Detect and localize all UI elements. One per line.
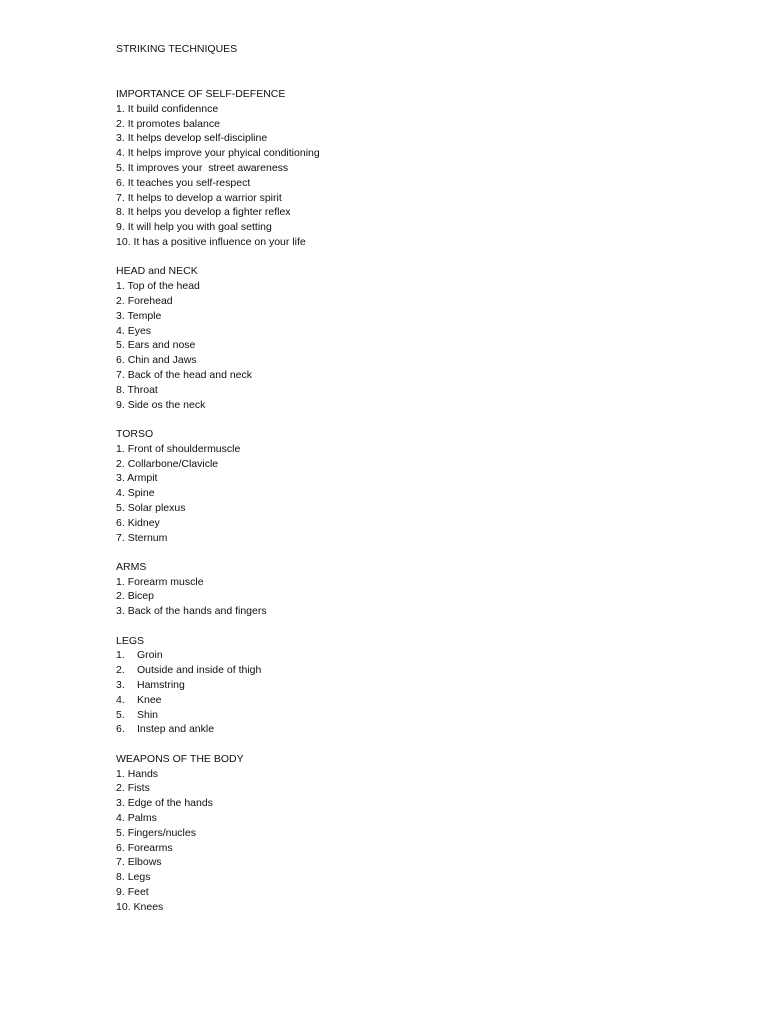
section-list — [116, 575, 736, 619]
list-item-text: Ears and nose — [127, 339, 196, 352]
list-item-number: 8. — [116, 871, 125, 884]
section — [116, 634, 736, 738]
list-item — [116, 205, 736, 220]
list-item-text: Knees — [133, 900, 164, 913]
list-item-text: Groin — [137, 649, 163, 662]
list-item-number: 2. — [116, 664, 125, 677]
list-item-number: 1. — [116, 767, 125, 780]
list-item-number: 1. — [116, 649, 125, 662]
list-item-number: 5. — [116, 708, 125, 721]
list-item — [116, 457, 736, 472]
section-list — [116, 648, 736, 737]
list-item-number: 3. — [116, 132, 125, 145]
list-item — [116, 693, 736, 708]
list-item-text: Palms — [127, 812, 157, 825]
list-item — [116, 486, 736, 501]
list-item-number: 10. — [116, 900, 131, 913]
list-item — [116, 708, 736, 723]
list-item-text: Hamstring — [137, 679, 185, 692]
list-item-text: It helps improve your phyical conditioning — [127, 147, 320, 160]
list-item-number: 9. — [116, 886, 125, 899]
list-item — [116, 146, 736, 161]
list-item-number: 3. — [116, 605, 125, 618]
list-item-number: 6. — [116, 354, 125, 367]
list-item-text: Feet — [127, 886, 149, 899]
list-item — [116, 102, 736, 117]
list-item-text: Forearms — [127, 841, 173, 854]
list-item — [116, 309, 736, 324]
list-item — [116, 235, 736, 250]
list-item — [116, 796, 736, 811]
list-item-text: Solar plexus — [127, 501, 186, 514]
list-item-text: Kidney — [127, 516, 160, 529]
list-item — [116, 471, 736, 486]
list-item-text: It has a positive influence on your life — [133, 235, 306, 248]
list-item-text: Knee — [137, 693, 162, 706]
list-item-text: It improves your street awareness — [127, 161, 289, 174]
list-item-number: 1. — [116, 442, 125, 455]
list-item-number: 5. — [116, 826, 125, 839]
list-item-number: 4. — [116, 147, 125, 160]
list-item-number: 3. — [116, 472, 125, 485]
list-item-number: 5. — [116, 339, 125, 352]
list-item-text: Temple — [127, 309, 162, 322]
list-item-number: 2. — [116, 590, 125, 603]
list-item-number: 7. — [116, 856, 125, 869]
section-list — [116, 279, 736, 412]
list-item-number: 6. — [116, 516, 125, 529]
list-item-text: Side os the neck — [127, 398, 206, 411]
list-item — [116, 900, 736, 915]
list-item — [116, 176, 736, 191]
list-item-text: It teaches you self-respect — [127, 176, 251, 189]
list-item-number: 4. — [116, 324, 125, 337]
list-item-text: Top of the head — [127, 280, 200, 293]
list-item-text: Throat — [127, 383, 158, 396]
list-item-text: Spine — [127, 487, 155, 500]
list-item — [116, 220, 736, 235]
list-item-number: 8. — [116, 206, 125, 219]
list-item-text: Hands — [127, 767, 159, 780]
list-item-text: Front of shouldermuscle — [127, 442, 241, 455]
list-item-text: It will help you with goal setting — [127, 221, 272, 234]
section-heading: LEGS — [116, 634, 145, 647]
list-item-number: 6. — [116, 723, 125, 736]
section-heading: IMPORTANCE OF SELF-DEFENCE — [116, 88, 286, 100]
list-item-number: 5. — [116, 161, 125, 174]
list-item-number: 1. — [116, 280, 125, 293]
list-item-text: It helps you develop a fighter reflex — [127, 206, 291, 219]
list-item — [116, 516, 736, 531]
list-item-text: Sternum — [127, 531, 168, 544]
section-heading: WEAPONS OF THE BODY — [116, 752, 244, 765]
list-item — [116, 383, 736, 398]
list-item-number: 4. — [116, 693, 125, 706]
list-item — [116, 663, 736, 678]
list-item-text: It helps develop self-discipline — [127, 132, 268, 145]
list-item-text: Back of the hands and fingers — [127, 605, 267, 618]
list-item — [116, 324, 736, 339]
section-heading: TORSO — [116, 427, 154, 440]
list-item-number: 8. — [116, 383, 125, 396]
list-item — [116, 294, 736, 309]
list-item-number: 2. — [116, 294, 125, 307]
list-item-text: Fists — [127, 782, 150, 795]
document-title: STRIKING TECHNIQUES — [116, 43, 238, 55]
list-item — [116, 131, 736, 146]
section-heading: HEAD and NECK — [116, 265, 198, 278]
list-item-text: Elbows — [127, 856, 162, 869]
list-item — [116, 722, 736, 737]
list-item — [116, 279, 736, 294]
list-item — [116, 589, 736, 604]
section — [116, 427, 736, 545]
list-item-text: Outside and inside of thigh — [137, 664, 262, 677]
list-item-text: Collarbone/Clavicle — [127, 457, 219, 470]
list-item — [116, 531, 736, 546]
list-item-text: Eyes — [127, 324, 152, 337]
list-item-number: 3. — [116, 679, 125, 692]
list-item-number: 3. — [116, 797, 125, 810]
list-item-text: Shin — [137, 708, 159, 721]
list-item-number: 9. — [116, 398, 125, 411]
section-heading: ARMS — [116, 560, 147, 573]
list-item-number: 1. — [116, 575, 125, 588]
list-item — [116, 870, 736, 885]
section-list — [116, 102, 736, 250]
list-item-text: Chin and Jaws — [127, 354, 197, 367]
list-item — [116, 811, 736, 826]
list-item — [116, 398, 736, 413]
list-item-text: Forehead — [127, 294, 173, 307]
list-item — [116, 161, 736, 176]
section-list — [116, 442, 736, 546]
list-item — [116, 191, 736, 206]
list-item-number: 3. — [116, 309, 125, 322]
section — [116, 560, 736, 619]
list-item-text: Bicep — [127, 590, 154, 603]
list-item — [116, 885, 736, 900]
list-item — [116, 442, 736, 457]
list-item — [116, 648, 736, 663]
list-item — [116, 781, 736, 796]
list-item — [116, 353, 736, 368]
list-item-number: 1. — [116, 102, 125, 115]
list-item-text: Legs — [127, 871, 151, 884]
list-item-text: It promotes balance — [127, 117, 220, 130]
section — [116, 752, 736, 915]
list-item-number: 7. — [116, 191, 125, 204]
list-item-text: Instep and ankle — [137, 723, 215, 736]
list-item-number: 4. — [116, 487, 125, 500]
list-item-text: Edge of the hands — [127, 797, 213, 810]
list-item-text: It helps to develop a warrior spirit — [127, 191, 282, 204]
list-item-number: 9. — [116, 221, 125, 234]
list-item-number: 5. — [116, 501, 125, 514]
list-item — [116, 826, 736, 841]
document-body — [116, 87, 736, 915]
list-item — [116, 678, 736, 693]
list-item-number: 7. — [116, 368, 125, 381]
list-item-number: 4. — [116, 812, 125, 825]
list-item-number: 2. — [116, 457, 125, 470]
list-item-number: 2. — [116, 117, 125, 130]
list-item-number: 7. — [116, 531, 125, 544]
list-item — [116, 575, 736, 590]
list-item-text: Back of the head and neck — [127, 368, 253, 381]
list-item-number: 6. — [116, 841, 125, 854]
list-item-text: Armpit — [127, 472, 158, 485]
section — [116, 87, 736, 250]
document-page — [116, 42, 736, 929]
list-item — [116, 855, 736, 870]
list-item-text: Forearm muscle — [127, 575, 204, 588]
list-item — [116, 338, 736, 353]
list-item — [116, 117, 736, 132]
list-item — [116, 604, 736, 619]
list-item-text: It build confidennce — [127, 102, 219, 115]
section — [116, 264, 736, 412]
list-item — [116, 501, 736, 516]
list-item — [116, 767, 736, 782]
list-item-text: Fingers/nucles — [127, 826, 196, 839]
list-item-number: 2. — [116, 782, 125, 795]
list-item-number: 10. — [116, 235, 131, 248]
list-item-number: 6. — [116, 176, 125, 189]
list-item — [116, 368, 736, 383]
list-item — [116, 841, 736, 856]
section-list — [116, 767, 736, 915]
